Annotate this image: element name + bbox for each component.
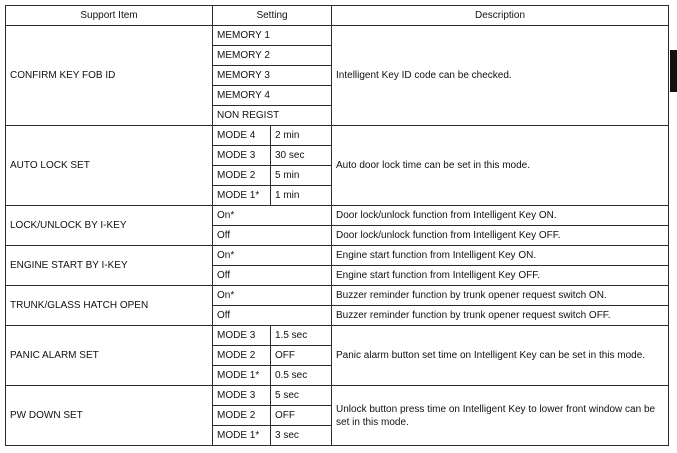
description-cell: Panic alarm button set time on Intelligent Key can be set in this mode. bbox=[332, 326, 669, 386]
setting-cell: On* bbox=[213, 286, 332, 306]
table-row bbox=[6, 386, 669, 406]
description-cell: Auto door lock time can be set in this mode. bbox=[332, 126, 669, 206]
mode-cell: MODE 3 bbox=[213, 146, 271, 166]
value-cell: 5 min bbox=[271, 166, 332, 186]
description-cell: Intelligent Key ID code can be checked. bbox=[332, 26, 669, 126]
setting-cell: Off bbox=[213, 306, 332, 326]
item-panic-alarm-set: PANIC ALARM SET bbox=[6, 326, 213, 386]
setting-cell: MEMORY 2 bbox=[213, 46, 332, 66]
mode-cell: MODE 2 bbox=[213, 346, 271, 366]
value-cell: 1 min bbox=[271, 186, 332, 206]
table-row bbox=[6, 286, 669, 306]
description-cell: Engine start function from Intelligent Key ON. bbox=[332, 246, 669, 266]
value-cell: 3 sec bbox=[271, 426, 332, 446]
description-cell: Door lock/unlock function from Intelligent Key ON. bbox=[332, 206, 669, 226]
item-pw-down-set: PW DOWN SET bbox=[6, 386, 213, 446]
mode-cell: MODE 1* bbox=[213, 366, 271, 386]
table-row bbox=[6, 246, 669, 266]
setting-cell: Off bbox=[213, 266, 332, 286]
table-row bbox=[6, 206, 669, 226]
description-cell: Engine start function from Intelligent Key OFF. bbox=[332, 266, 669, 286]
description-cell: Door lock/unlock function from Intelligent Key OFF. bbox=[332, 226, 669, 246]
item-auto-lock-set: AUTO LOCK SET bbox=[6, 126, 213, 206]
value-cell: 30 sec bbox=[271, 146, 332, 166]
header-setting: Setting bbox=[213, 6, 332, 26]
item-engine-start-by-ikey: ENGINE START BY I-KEY bbox=[6, 246, 213, 286]
setting-cell: MEMORY 1 bbox=[213, 26, 332, 46]
mode-cell: MODE 4 bbox=[213, 126, 271, 146]
mode-cell: MODE 3 bbox=[213, 326, 271, 346]
setting-cell: MEMORY 4 bbox=[213, 86, 332, 106]
mode-cell: MODE 1* bbox=[213, 186, 271, 206]
header-support-item: Support Item bbox=[6, 6, 213, 26]
mode-cell: MODE 2 bbox=[213, 166, 271, 186]
value-cell: 0.5 sec bbox=[271, 366, 332, 386]
value-cell: 2 min bbox=[271, 126, 332, 146]
setting-cell: NON REGIST bbox=[213, 106, 332, 126]
description-cell: Unlock button press time on Intelligent Key to lower front window can be set in this mode. bbox=[332, 386, 669, 446]
setting-cell: On* bbox=[213, 246, 332, 266]
item-trunk-glass-hatch-open: TRUNK/GLASS HATCH OPEN bbox=[6, 286, 213, 326]
value-cell: OFF bbox=[271, 406, 332, 426]
support-item-table bbox=[5, 5, 669, 446]
header-row bbox=[6, 6, 669, 26]
value-cell: 5 sec bbox=[271, 386, 332, 406]
value-cell: 1.5 sec bbox=[271, 326, 332, 346]
setting-cell: Off bbox=[213, 226, 332, 246]
table-row bbox=[6, 26, 669, 46]
table-row bbox=[6, 126, 669, 146]
table-row bbox=[6, 326, 669, 346]
description-cell: Buzzer reminder function by trunk opener request switch OFF. bbox=[332, 306, 669, 326]
setting-cell: MEMORY 3 bbox=[213, 66, 332, 86]
description-cell: Buzzer reminder function by trunk opener request switch ON. bbox=[332, 286, 669, 306]
mode-cell: MODE 3 bbox=[213, 386, 271, 406]
setting-cell: On* bbox=[213, 206, 332, 226]
item-confirm-key-fob-id: CONFIRM KEY FOB ID bbox=[6, 26, 213, 126]
mode-cell: MODE 1* bbox=[213, 426, 271, 446]
item-lock-unlock-by-ikey: LOCK/UNLOCK BY I-KEY bbox=[6, 206, 213, 246]
header-description: Description bbox=[332, 6, 669, 26]
mode-cell: MODE 2 bbox=[213, 406, 271, 426]
value-cell: OFF bbox=[271, 346, 332, 366]
section-tab-marker bbox=[670, 50, 677, 92]
